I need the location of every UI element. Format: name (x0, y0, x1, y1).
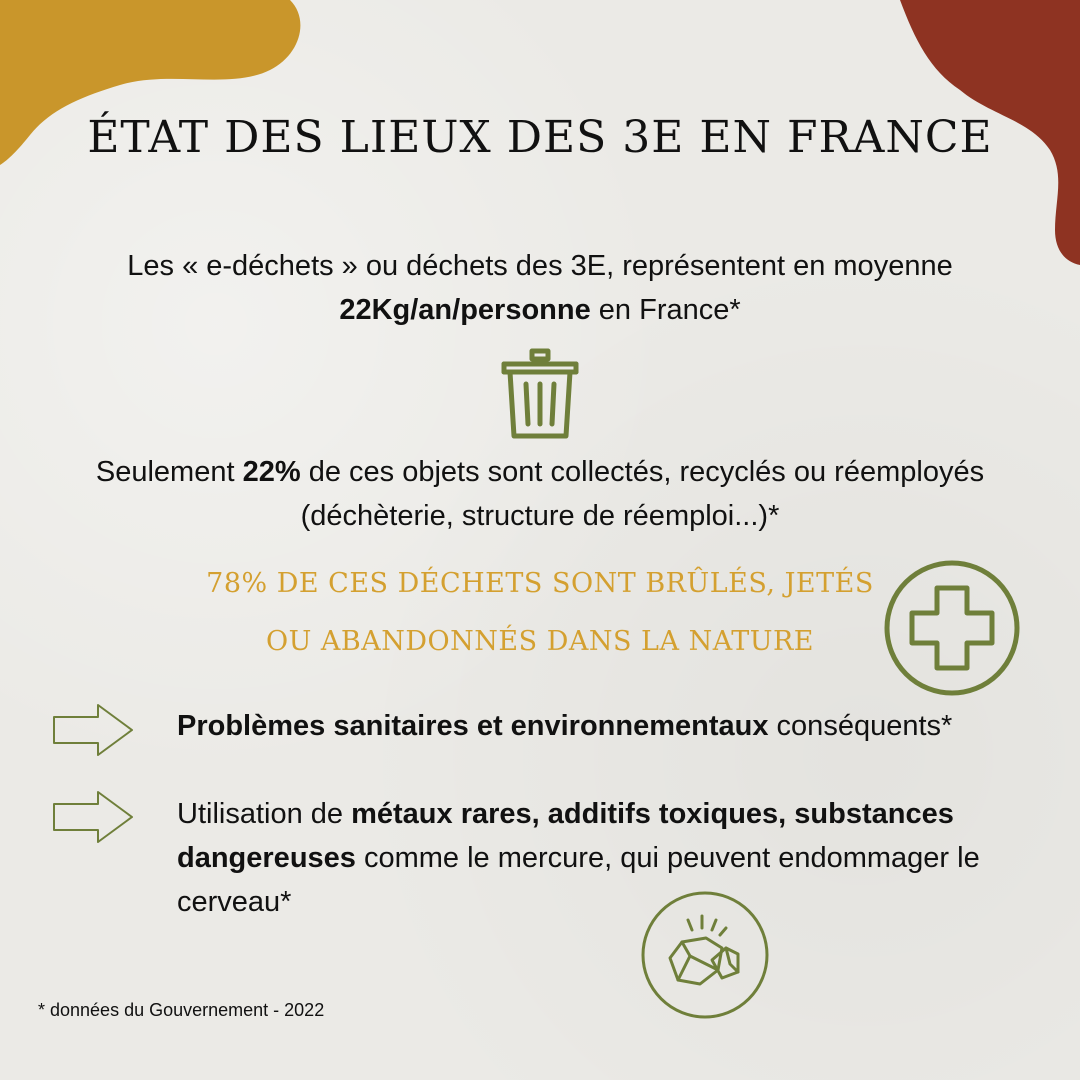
trash-icon (500, 348, 580, 440)
bullet-1-text: conséquents* (768, 710, 953, 742)
highlight-line-2: OU ABANDONNÉS DANS LA NATURE (265, 626, 815, 657)
rocks-icon (640, 890, 770, 1020)
intro-bold-figure: 22Kg/an/personne (339, 294, 591, 326)
bullet-2-text-end: comme le mercure, qui peuvent endommager le cerveau* (177, 842, 980, 918)
collect-text-start: Seulement (95, 456, 243, 488)
arrow-right-icon (52, 790, 134, 844)
page-title: ÉTAT DES LIEUX DES 3E EN FRANCE (87, 112, 993, 163)
footnote: * données du Gouvernement - 2022 (38, 1000, 325, 1020)
collect-paragraph (60, 450, 1020, 538)
bullet-2-bold: métaux rares, additifs toxiques, substances dangereuses (177, 798, 954, 874)
intro-text-end: en France* (590, 294, 741, 326)
intro-text-start: Les « e-déchets » ou déchets des 3E, représentent en moyenne (127, 250, 953, 282)
bullet-item-1 (177, 704, 1047, 748)
intro-paragraph (60, 244, 1020, 332)
highlight-line-1: 78% DE CES DÉCHETS SONT BRÛLÉS, JETÉS (206, 568, 874, 599)
collect-bold-figure: 22% (242, 456, 301, 488)
bullet-item-2 (177, 792, 1047, 924)
health-cross-icon (882, 558, 1022, 698)
bullet-2-text-start: Utilisation de (177, 798, 352, 830)
collect-text-end: de ces objets sont collectés, recyclés ou réemployés (déchèterie, structure de réemploi...)* (300, 456, 985, 532)
arrow-right-icon (52, 703, 134, 757)
bullet-1-bold: Problèmes sanitaires et environnementaux (177, 710, 769, 742)
